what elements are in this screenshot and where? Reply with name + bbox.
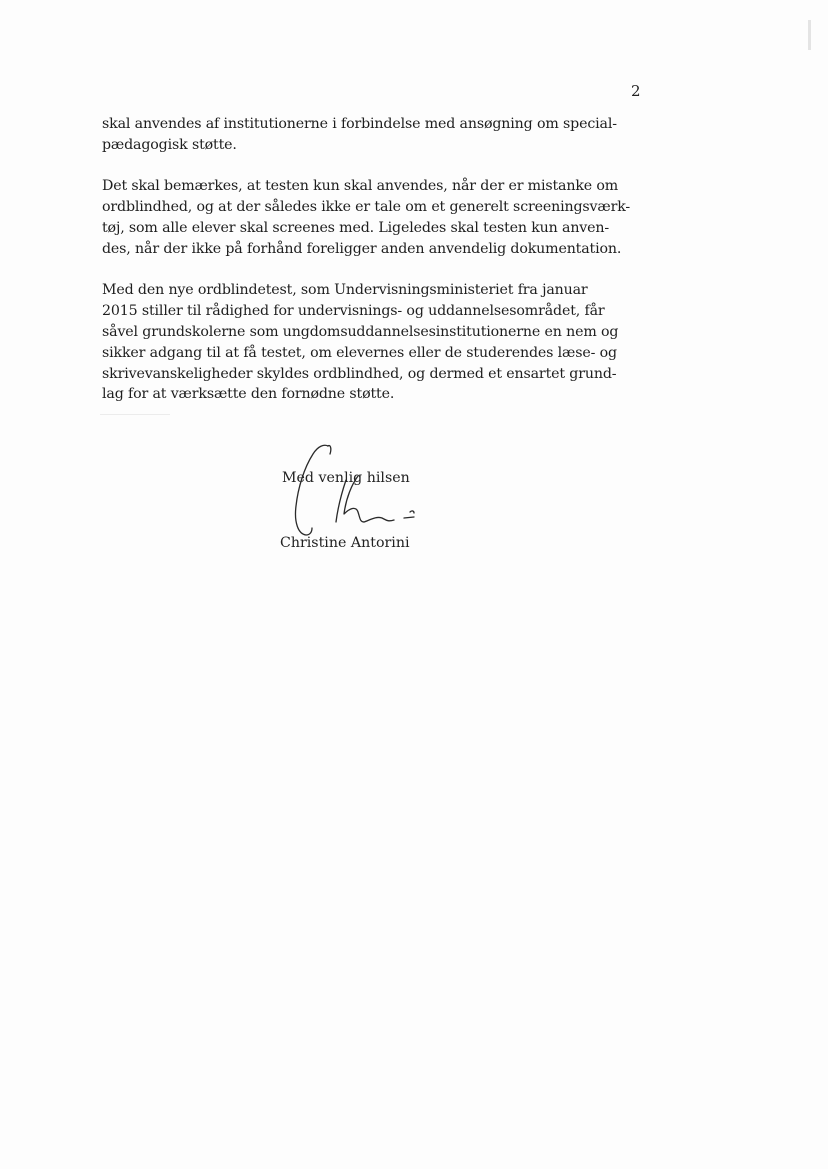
text-line: Med den nye ordblindetest, som Undervisningsministeriet fra januar — [102, 282, 588, 299]
text-line: pædagogisk støtte. — [102, 136, 237, 153]
text-line: tøj, som alle elever skal screenes med. Ligeledes skal testen kun anven- — [102, 219, 610, 236]
closing-salutation: Med venlig hilsen — [282, 470, 410, 486]
text-line: ordblindhed, og at der således ikke er tale om et generelt screeningsværk- — [102, 199, 631, 216]
signer-name: Christine Antorini — [280, 535, 410, 551]
text-line: des, når der ikke på forhånd foreligger anden anvendelig dokumentation. — [102, 240, 622, 257]
text-line: såvel grundskolerne som ungdomsuddannelsesinstitutionerne en nem og — [102, 323, 619, 340]
signature-strokes — [295, 445, 414, 535]
paragraph-2 — [102, 176, 631, 259]
paragraph-3 — [102, 280, 619, 405]
scan-artifact — [808, 20, 811, 50]
handwritten-signature — [280, 440, 430, 545]
text-line: lag for at værksætte den fornødne støtte. — [102, 386, 395, 403]
scan-artifact — [100, 414, 170, 415]
text-line: skrivevanskeligheder skyldes ordblindhed, og dermed et ensartet grund- — [102, 365, 617, 382]
page-number: 2 — [631, 82, 641, 100]
letter-body — [102, 114, 631, 426]
text-line: Det skal bemærkes, at testen kun skal anvendes, når der er mistanke om — [102, 178, 619, 195]
paragraph-1 — [102, 114, 617, 156]
text-line: skal anvendes af institutionerne i forbindelse med ansøgning om special- — [102, 116, 617, 132]
text-line: sikker adgang til at få testet, om elevernes eller de studerendes læse- og — [102, 344, 617, 361]
text-line: 2015 stiller til rådighed for undervisnings- og uddannelsesområdet, får — [102, 303, 605, 320]
